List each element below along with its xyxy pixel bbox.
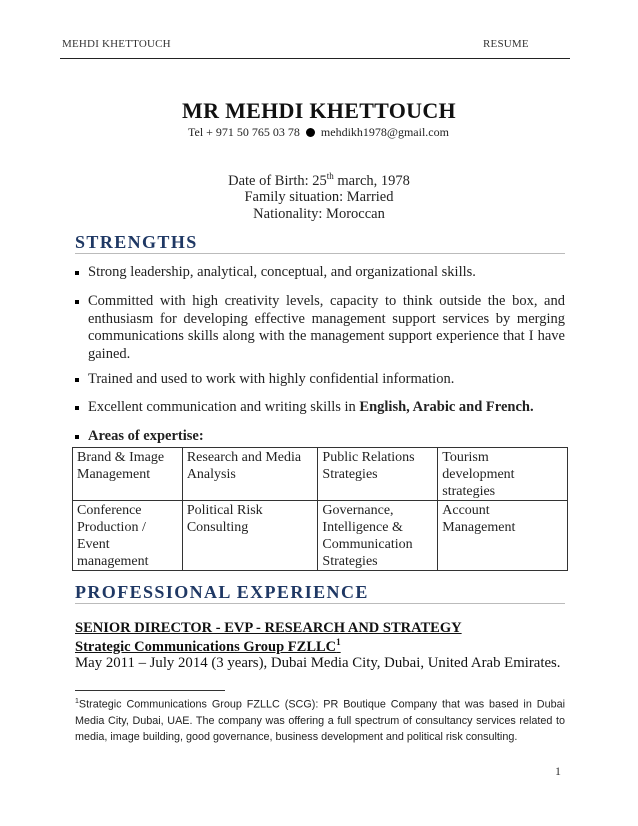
strength-item: Strong leadership, analytical, conceptual, and organizational skills.: [75, 264, 565, 282]
header-right: RESUME: [483, 38, 529, 50]
footnote-marker: 1: [75, 698, 79, 705]
strengths-rule: [75, 253, 565, 254]
square-bullet-icon: [75, 406, 79, 410]
header-left: MEHDI KHETTOUCH: [62, 38, 171, 50]
strength-item: Trained and used to work with highly confidential information.: [75, 371, 565, 389]
languages: English, Arabic and French.: [359, 399, 534, 415]
family-situation: Family situation: Married: [244, 189, 394, 205]
dob-suffix: march, 1978: [333, 172, 410, 189]
dob-prefix: Date of Birth: 25: [228, 172, 327, 189]
page-number: 1: [555, 764, 561, 778]
bullet-dot-icon: [306, 128, 315, 137]
table-row: [73, 501, 568, 571]
footnote-rule: [75, 690, 225, 691]
table-cell: Public Relations Strategies: [318, 448, 438, 501]
expertise-table: [72, 447, 568, 571]
contact-line: [188, 125, 508, 140]
strength-item: Committed with high creativity levels, capacity to think outside the box, and enthusiasm for developing effective management support services by merging communications skills along with the management support experience that I have gained.: [75, 293, 565, 363]
date-of-birth: [0, 171, 638, 190]
table-cell: Account Management: [438, 501, 568, 571]
table-cell: Research and Media Analysis: [182, 448, 318, 501]
square-bullet-icon: [75, 271, 79, 275]
company-name: Strategic Communications Group FZLLC$^1$: [75, 637, 341, 655]
footnote-text: Strategic Communications Group FZLLC (SCG): PR Boutique Company that was based in Dubai Media City, Dubai, UAE. The company was offering a full spectrum of consultancy services related to media, image building, good governance, business development and political risk consulting.: [75, 698, 565, 743]
candidate-name: MR MEHDI KHETTOUCH: [182, 98, 456, 123]
footnote: [75, 694, 565, 745]
square-bullet-icon: [75, 300, 79, 304]
strength-item: Excellent communication and writing skills in English, Arabic and French.: [75, 399, 565, 417]
job-title: SENIOR DIRECTOR - EVP - RESEARCH AND STRATEGY: [75, 620, 462, 636]
email-address: mehdikh1978@gmail.com: [320, 125, 449, 139]
nationality: Nationality: Moroccan: [253, 206, 385, 222]
table-cell: Tourism development strategies: [438, 448, 568, 501]
table-cell: Governance, Intelligence & Communication Strategies: [318, 501, 438, 571]
job-period: May 2011 – July 2014 (3 years), Dubai Media City, Dubai, United Arab Emirates.: [75, 655, 561, 671]
header-rule: [60, 58, 570, 59]
table-cell: Brand & Image Management: [73, 448, 183, 501]
expertise-label-item: Areas of expertise:: [75, 428, 565, 446]
experience-heading: PROFESSIONAL EXPERIENCE: [75, 582, 369, 602]
table-cell: Political Risk Consulting: [182, 501, 318, 571]
phone-number: Tel + 971 50 765 03 78: [188, 125, 300, 139]
footnote-ref: 1: [336, 637, 341, 647]
table-row: [73, 448, 568, 501]
experience-rule: [75, 603, 565, 604]
square-bullet-icon: [75, 435, 79, 439]
square-bullet-icon: [75, 378, 79, 382]
strengths-heading: STRENGTHS: [75, 232, 198, 252]
dob-superscript: th: [326, 171, 334, 181]
table-cell: Conference Production / Event management: [73, 501, 183, 571]
